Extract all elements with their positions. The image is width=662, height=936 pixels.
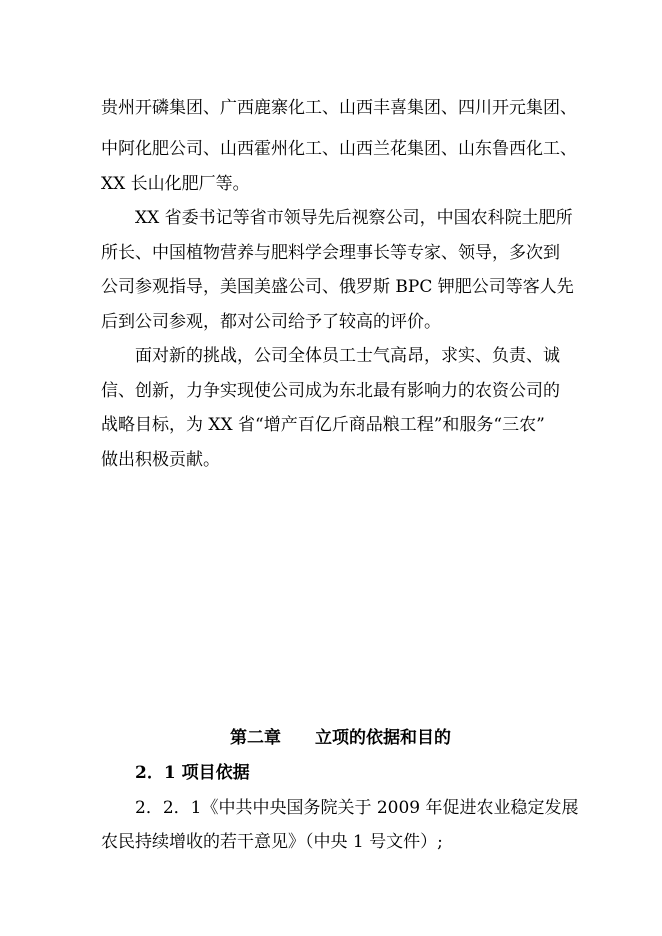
text-line: 贵州开磷集团、广西鹿寨化工、山西丰喜集团、四川开元集团、: [101, 98, 577, 118]
text-line: 所长、中国植物营养与肥料学会理事长等专家、领导，多次到: [101, 243, 560, 263]
text-line: 做出积极贡献。: [101, 450, 220, 470]
text-line: XX 省委书记等省市领导先后视察公司，中国农科院土肥所: [135, 208, 573, 228]
text-line: 面对新的挑战，公司全体员工士气高昂，求实、负责、诚: [135, 346, 560, 366]
text-line: XX 长山化肥厂等。: [101, 174, 250, 194]
text-line: 农民持续增收的若干意见》（中央 1 号文件）;: [101, 832, 443, 852]
chapter-title: 第二章 立项的依据和目的: [230, 728, 451, 748]
text-line: 信、创新，力争实现使公司成为东北最有影响力的农资公司的: [101, 381, 560, 401]
text-line: 2．2．1《中共中央国务院关于 2009 年促进农业稳定发展: [135, 798, 579, 818]
text-line: 战略目标，为 XX 省“增产百亿斤商品粮工程”和服务“三农”: [101, 415, 545, 435]
section-heading: 2．1 项目依据: [135, 763, 250, 783]
text-line: 公司参观指导，美国美盛公司、俄罗斯 BPC 钾肥公司等客人先: [101, 277, 574, 297]
text-line: 后到公司参观，都对公司给予了较高的评价。: [101, 312, 441, 332]
text-line: 中阿化肥公司、山西霍州化工、山西兰花集团、山东鲁西化工、: [101, 139, 577, 159]
